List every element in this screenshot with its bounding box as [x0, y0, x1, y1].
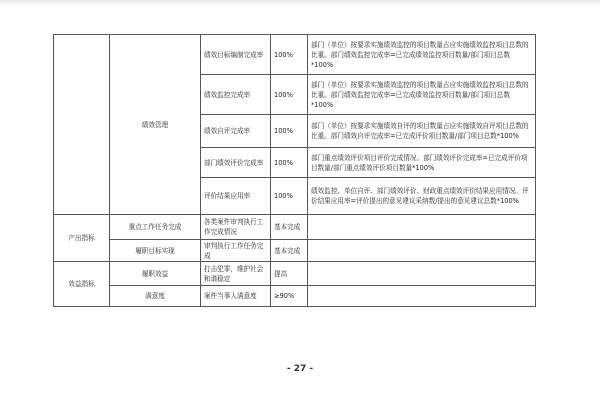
level3-cell: 案件当事人满意度: [201, 286, 271, 307]
level2-cell-key-work: 重点工作任务完成: [110, 215, 201, 240]
description-cell-empty: [308, 262, 536, 286]
description-cell-empty: [308, 215, 536, 240]
description-cell: 部门（单位）按要求实施绩效监控的项目数量占应实施绩效监控项目总数的比重。部门绩效监控完成率=已完成绩效监控项目数量/部门项目总数*100%: [308, 75, 536, 115]
description-cell-empty: [308, 240, 536, 262]
level3-cell: 部门绩效评价完成率: [201, 148, 271, 178]
value-cell: 100%: [271, 148, 308, 178]
level2-cell-duty-target: 履职目标实现: [110, 240, 201, 262]
description-cell: 部门重点绩效评价项目评价完成情况。部门绩效评价完成率=已完成评价项目数量/部门重点绩效评价项目数量*100%: [308, 148, 536, 178]
level1-cell-empty: [54, 35, 110, 215]
level2-cell-satisfaction: 满意度: [110, 286, 201, 307]
value-cell: 100%: [271, 115, 308, 148]
level2-cell-duty-effect: 履职效益: [110, 262, 201, 286]
level1-cell-benefit-indicators: 效益指标: [54, 262, 110, 307]
scan-edge-shadow: [0, 0, 600, 6]
page-number: - 27 -: [286, 364, 314, 374]
description-cell: 绩效监控、单位自评、部门绩效评价、财政重点绩效评价结果应用情况。评价结果应用率=评价提出的意见建议采纳数/提出的意见建议总数*100%: [308, 178, 536, 215]
value-cell: 100%: [271, 35, 308, 75]
description-cell: 部门（单位）按要求实施绩效监控的项目数量占应实施绩效监控项目总数的比重。部门绩效监控完成率=已完成绩效监控项目数量/部门项目总数*100%: [308, 35, 536, 75]
description-cell: 部门（单位）按要求实施绩效自评的项目数量占应实施绩效自评项目总数的比重。部门绩效自评完成率=已完成评价项目数量/部门项目总数*100%: [308, 115, 536, 148]
table-row: [54, 240, 536, 262]
description-cell-empty: [308, 286, 536, 307]
table-row: [54, 286, 536, 307]
value-cell: 100%: [271, 75, 308, 115]
level3-cell: 绩效目标编制完成率: [201, 35, 271, 75]
performance-indicator-table: [53, 34, 536, 307]
level1-cell-output-indicators: 产出指标: [54, 215, 110, 262]
level3-cell: 审判执行工作任务完成: [201, 240, 271, 262]
value-cell: 基本完成: [271, 215, 308, 240]
level3-cell: 各类案件审判执行工作完成情况: [201, 215, 271, 240]
value-cell: ≥90%: [271, 286, 308, 307]
value-cell: 100%: [271, 178, 308, 215]
table-row: [54, 35, 536, 75]
level2-cell-performance-management: 绩效管理: [110, 35, 201, 215]
table-row: [54, 262, 536, 286]
level3-cell: 评价结果应用率: [201, 178, 271, 215]
level3-cell: 绩效监控完成率: [201, 75, 271, 115]
table-row: [54, 215, 536, 240]
value-cell: 提高: [271, 262, 308, 286]
level3-cell: 绩效自评完成率: [201, 115, 271, 148]
level3-cell: 打击犯罪，维护社会和谐稳定: [201, 262, 271, 286]
value-cell: 基本完成: [271, 240, 308, 262]
